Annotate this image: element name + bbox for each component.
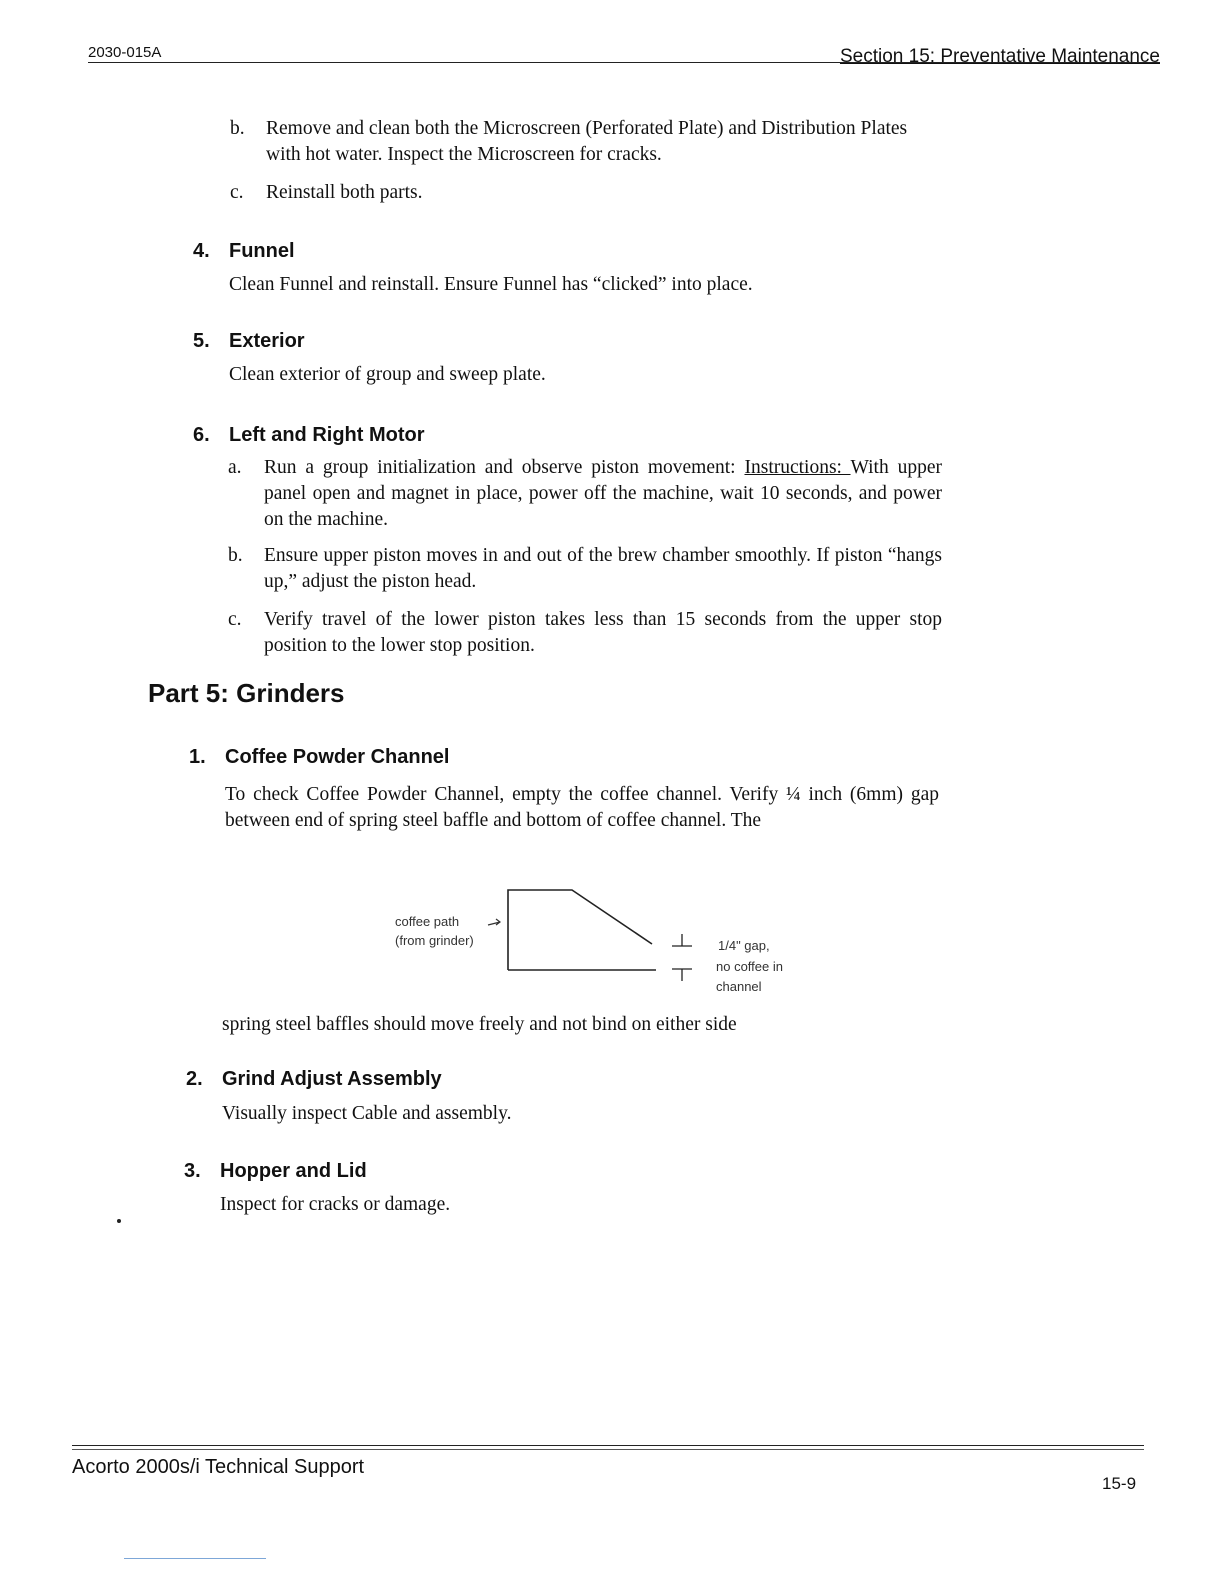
header-rule: [88, 62, 1160, 63]
diagram-label-gap: channel: [716, 979, 762, 994]
section-body: Clean exterior of group and sweep plate.: [229, 364, 546, 385]
section-number: 2.: [186, 1068, 203, 1090]
footer-rule: [72, 1449, 1144, 1450]
list-text-part: Run a group initialization and observe piston movement:: [264, 457, 745, 478]
section-body: Inspect for cracks or damage.: [220, 1194, 451, 1215]
section-body: Clean Funnel and reinstall. Ensure Funnel has “clicked” into place.: [229, 274, 753, 295]
list-marker: b.: [230, 118, 245, 139]
section-title: Funnel: [229, 240, 295, 262]
arrow-icon: [488, 919, 500, 925]
list-marker: c.: [228, 609, 242, 630]
list-text-part: With upper panel open and magnet in place, power off the machine, wait 10 seconds, and power on the machine.: [264, 457, 943, 530]
list-text: Ensure upper piston moves in and out of the brew chamber smoothly. If piston “hangs up,” adjust the piston head.: [264, 545, 942, 592]
list-marker: a.: [228, 457, 242, 478]
list-text: Verify travel of the lower piston takes less than 15 seconds from the upper stop position to the lower stop position.: [264, 609, 942, 656]
section-title: Grind Adjust Assembly: [222, 1068, 442, 1090]
coffee-channel-diagram: [380, 882, 820, 1002]
section-number: 6.: [193, 424, 210, 446]
section-heading: [186, 1068, 442, 1091]
section-heading: [193, 424, 425, 447]
diagram-label-gap: no coffee in: [716, 959, 783, 974]
list-marker: c.: [230, 182, 244, 203]
list-item: [230, 180, 946, 206]
section-number: 1.: [189, 746, 206, 768]
section-title: Coffee Powder Channel: [225, 746, 450, 768]
section-heading: [193, 240, 295, 263]
list-item: [228, 607, 942, 659]
section-heading: [184, 1160, 367, 1183]
section-number: 4.: [193, 240, 210, 262]
diagram-label-path: (from grinder): [395, 933, 474, 948]
section-number: 5.: [193, 330, 210, 352]
diagram-label-path: coffee path: [395, 914, 460, 929]
section-body: Visually inspect Cable and assembly.: [222, 1103, 512, 1124]
list-text: Reinstall both parts.: [266, 182, 423, 203]
channel-outline: [508, 890, 652, 970]
section-title: Left and Right Motor: [229, 424, 425, 446]
list-text: [264, 455, 942, 533]
section-title: Section 15: Preventative Maintenance: [839, 46, 1160, 67]
list-item: [230, 116, 946, 168]
diagram-label-gap: 1/4" gap,: [718, 938, 770, 953]
section-heading: [193, 330, 305, 353]
list-text: Remove and clean both the Microscreen (Perforated Plate) and Distribution Plates with hot water. Inspect the Microscreen for cracks.: [266, 118, 908, 165]
scan-dot: [117, 1219, 121, 1223]
section-title: Hopper and Lid: [220, 1160, 367, 1182]
list-item: [228, 455, 942, 533]
section-body: To check Coffee Powder Channel, empty the coffee channel. Verify ¼ inch (6mm) gap between end of spring steel baffle and bottom of coffee channel. The: [225, 784, 939, 831]
page-number: 15-9: [1102, 1474, 1137, 1493]
footer-title: Acorto 2000s/i Technical Support: [72, 1456, 365, 1478]
footer-rule: [72, 1445, 1144, 1446]
list-marker: b.: [228, 545, 243, 566]
doc-number: 2030-015A: [88, 44, 162, 61]
part-title: Part 5: Grinders: [148, 678, 345, 708]
section-number: 3.: [184, 1160, 201, 1182]
section-body-continued: spring steel baffles should move freely and not bind on either side: [222, 1014, 737, 1035]
footer-mark: [124, 1558, 266, 1559]
section-title: Exterior: [229, 330, 305, 352]
section-heading: [189, 746, 449, 769]
instructions-label: Instructions:: [744, 457, 851, 478]
list-item: [228, 543, 942, 595]
